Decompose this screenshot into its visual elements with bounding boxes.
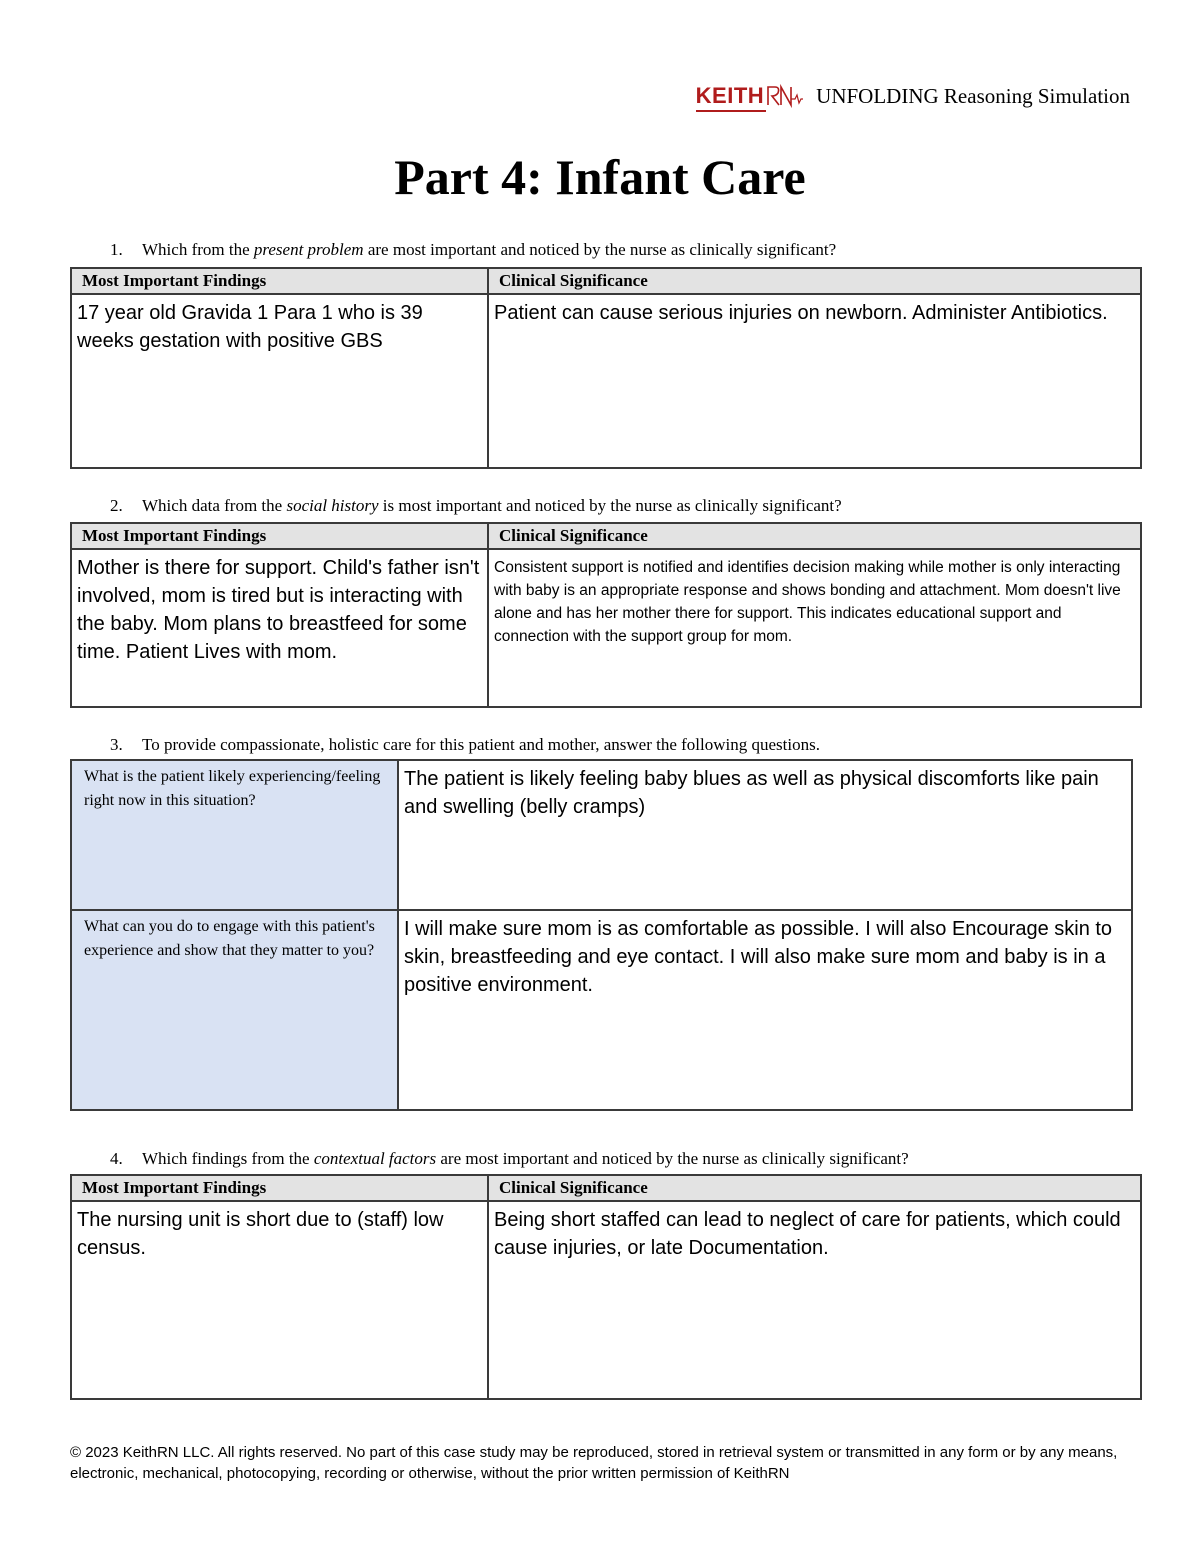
significance-cell[interactable]: Patient can cause serious injuries on newborn. Administer Antibiotics. <box>488 294 1141 468</box>
column-header-findings: Most Important Findings <box>71 1175 488 1201</box>
finding-cell[interactable]: The nursing unit is short due to (staff) low census. <box>71 1201 488 1399</box>
significance-cell[interactable]: Consistent support is notified and identifies decision making while mother is only interacting with baby is an appropriate response and shows bonding and attachment. Mom doesn't live alone and has her mother there for support. This indicates educational support and connection with the support group for mom. <box>488 549 1141 707</box>
findings-table-1 <box>70 267 1142 469</box>
copyright-footer: © 2023 KeithRN LLC. All rights reserved. No part of this case study may be reproduced, stored in retrieval system or transmitted in any form or by any means, electronic, mechanical, photocopying, recording or otherwise, without the prior written permission of KeithRN <box>70 1444 1118 1482</box>
column-header-findings: Most Important Findings <box>71 268 488 294</box>
answer-cell-feeling[interactable]: The patient is likely feeling baby blues as well as physical discomforts like pain and swelling (belly cramps) <box>398 760 1132 910</box>
logo-text: KEITH <box>695 83 765 108</box>
holistic-care-table <box>70 759 1133 1111</box>
column-header-findings: Most Important Findings <box>71 523 488 549</box>
question-text: are most important and noticed by the nurse as clinically significant? <box>436 1149 909 1168</box>
findings-table-2 <box>70 522 1142 708</box>
findings-table-4 <box>70 1174 1142 1400</box>
column-header-significance: Clinical Significance <box>488 268 1141 294</box>
logo-underline <box>696 110 766 112</box>
significance-cell[interactable]: Being short staffed can lead to neglect of care for patients, which could cause injuries, or late Documentation. <box>488 1201 1141 1399</box>
question-text: Which findings from the <box>142 1149 314 1168</box>
page-title: Part 4: Infant Care <box>394 149 806 205</box>
answer-cell-engage[interactable]: I will make sure mom is as comfortable as possible. I will also Encourage skin to skin, breastfeeding and eye contact. I will also make sure mom and baby is in a positive environment. <box>398 910 1132 1110</box>
column-header-significance: Clinical Significance <box>488 523 1141 549</box>
question-number: 4. <box>110 1149 123 1168</box>
question-number: 1. <box>110 240 123 259</box>
question-text: Which from the <box>142 240 254 259</box>
keithrn-logo <box>696 79 805 114</box>
column-header-significance: Clinical Significance <box>488 1175 1141 1201</box>
question-text: To provide compassionate, holistic care for this patient and mother, answer the following questions. <box>142 735 820 754</box>
page-header <box>696 76 1130 116</box>
prompt-cell-engage: What can you do to engage with this patient's experience and show that they matter to you? <box>71 910 398 1110</box>
finding-cell[interactable]: Mother is there for support. Child's father isn't involved, mom is tired but is interacting with the baby. Mom plans to breastfeed for some time. Patient Lives with mom. <box>71 549 488 707</box>
finding-cell[interactable]: 17 year old Gravida 1 Para 1 who is 39 weeks gestation with positive GBS <box>71 294 488 468</box>
question-text: is most important and noticed by the nurse as clinically significant? <box>378 496 842 515</box>
question-number: 2. <box>110 496 123 515</box>
question-number: 3. <box>110 735 123 754</box>
question-emphasis: present problem <box>253 240 364 259</box>
question-4 <box>110 1149 909 1169</box>
question-emphasis: contextual factors <box>313 1149 437 1168</box>
question-text: are most important and noticed by the nurse as clinically significant? <box>363 240 837 259</box>
question-2 <box>110 496 842 516</box>
question-emphasis: social history <box>286 496 379 515</box>
prompt-cell-feeling: What is the patient likely experiencing/feeling right now in this situation? <box>71 760 398 910</box>
question-3 <box>110 735 820 755</box>
question-text: Which data from the <box>142 496 287 515</box>
rn-logo-icon <box>766 83 804 114</box>
question-1 <box>110 240 836 260</box>
header-title: UNFOLDING Reasoning Simulation <box>816 83 1130 108</box>
